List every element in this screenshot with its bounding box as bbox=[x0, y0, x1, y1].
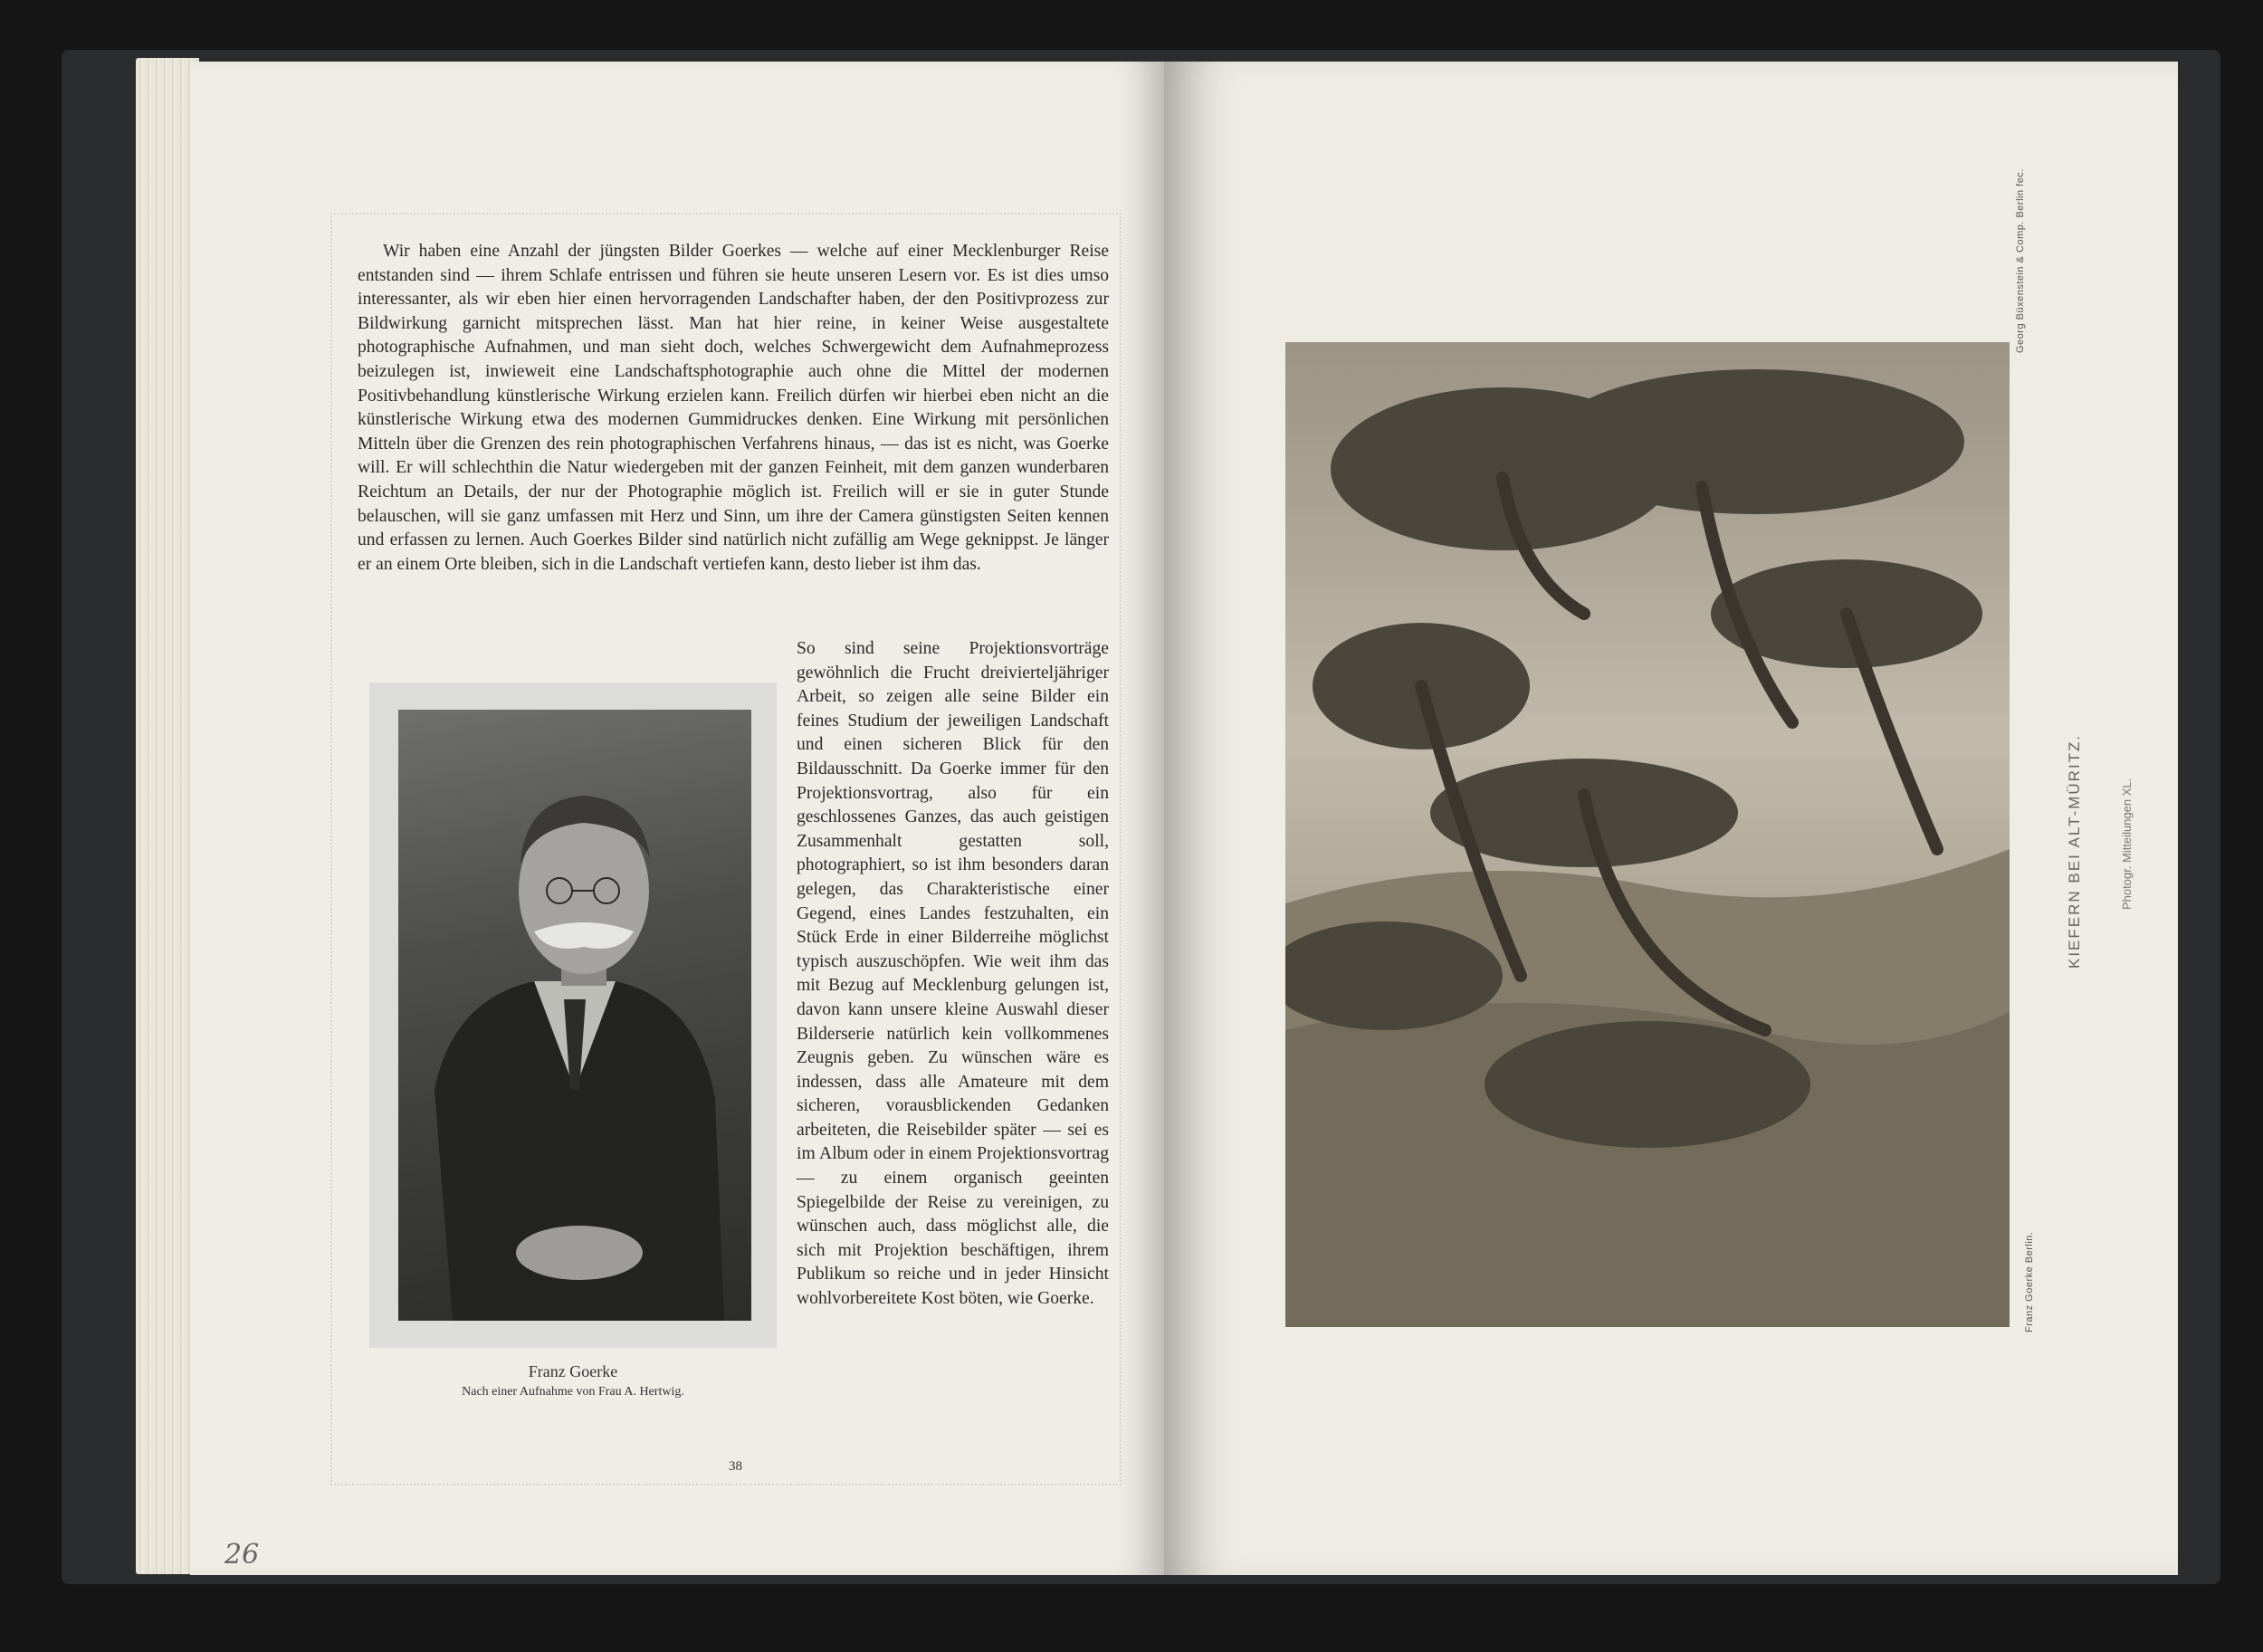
pencil-annotation: 26 bbox=[224, 1539, 260, 1571]
landscape-plate-photo bbox=[1285, 342, 2010, 1327]
plate-title: KIEFERN BEI ALT-MÜRITZ. bbox=[2066, 733, 2083, 969]
pine-trees-illustration bbox=[1285, 342, 2010, 1327]
page-number: 38 bbox=[729, 1459, 742, 1474]
portrait-photo-mount bbox=[369, 683, 777, 1348]
column-text: So sind seine Projektionsvorträge gewöhnlich die Frucht dreivierteljähriger Arbeit, so zeigen alle seine Bilder ein feines Studium der jeweiligen Landschaft und einen sicheren Blick für den Bildausschnitt. Da Goerke immer für den Projektionsvortrag, also für ein geschlossenes Ganzes, das auch geistigen Zusammenhalt gestatten soll, photographiert, so ist ihm besonders daran gelegen, das Charakteristische einer Gegend, eines Landes festzuhalten, ein Stück Erde in einer Bilderreihe möglichst typisch auszuschöpfen. Wie weit ihm das mit Bezug auf Mecklenburg gelungen ist, davon kann unsere kleine Auswahl dieser Bilderserie natürlich kein vollkommenes Zeugnis geben. Zu wünschen wäre es indessen, dass alle Amateure mit dem sicheren, vorausblickenden Gedanken arbeiteten, die Reisebilder später — sei es im Album oder in einem Projektionsvortrag — zu einem organisch geeinten Spiegelbilde der Reise zu vereinigen, zu wünschen auch, dass möglichst alle, die sich mit Projektion beschäftigen, ihrem Publikum so reiche und in jeder Hinsicht wohlvorbereitete Kost böten, wie Goerke. bbox=[797, 639, 1109, 1309]
photographer-credit: Franz Goerke Berlin. bbox=[2024, 1231, 2035, 1332]
plate-subtitle: Photogr. Mitteilungen XL. bbox=[2120, 778, 2134, 910]
paragraph-text: Wir haben eine Anzahl der jüngsten Bilder Goerkes — welche auf einer Mecklenburger Reise entstanden sind — ihrem Schlafe entrissen und führen sie heute unseren Lesern vor. Es ist dies umso interessanter, als wir eben hier einen hervorragenden Landschafter haben, der den Positivprozess zur Bildwirkung garnicht mitsprechen lässt. Man hat hier reine, in keiner Weise ausgestaltete photographische Aufnahmen, und man sieht doch, welches Schwergewicht dem Aufnahmeprozess beizulegen ist, inwieweit eine Landschaftsphotographie auch ohne die Mittel der modernen Positivbehandlung künstlerische Wirkung erzielen kann. Freilich dürfen wir hierbei eben nicht an die künstlerische Wirkung etwa des modernen Gummidruckes denken. Eine Wirkung mit persönlichen Mitteln über die Grenzen des rein photographischen Verfahrens hinaus, — das ist es nicht, was Goerke will. Er will schlechthin die Natur wiedergeben mit der ganzen Feinheit, mit dem ganzen wunderbaren Reichtum an Details, der nur der Photographie möglich ist. Freilich will er sie in guter Stunde belauschen, will sie ganz umfassen mit Herz und Sinn, um ihre der Camera günstigsten Seiten kennen und erfassen zu lernen. Auch Goerkes Bilder sind natürlich nicht zufällig am Wege geknippst. Je länger er an einem Orte bleiben, sich in die Landschaft vertiefen kann, desto lieber ist ihm das. bbox=[358, 242, 1109, 574]
main-paragraph bbox=[358, 240, 1109, 577]
portrait-figure bbox=[398, 710, 751, 1321]
portrait-photo bbox=[398, 710, 751, 1321]
caption-name: Franz Goerke bbox=[528, 1362, 618, 1380]
portrait-caption bbox=[369, 1362, 777, 1399]
column-paragraph bbox=[797, 637, 1109, 1312]
printer-credit: Georg Büxenstein & Comp. Berlin fec. bbox=[2015, 168, 2026, 353]
caption-credit: Nach einer Aufnahme von Frau A. Hertwig. bbox=[462, 1385, 684, 1399]
